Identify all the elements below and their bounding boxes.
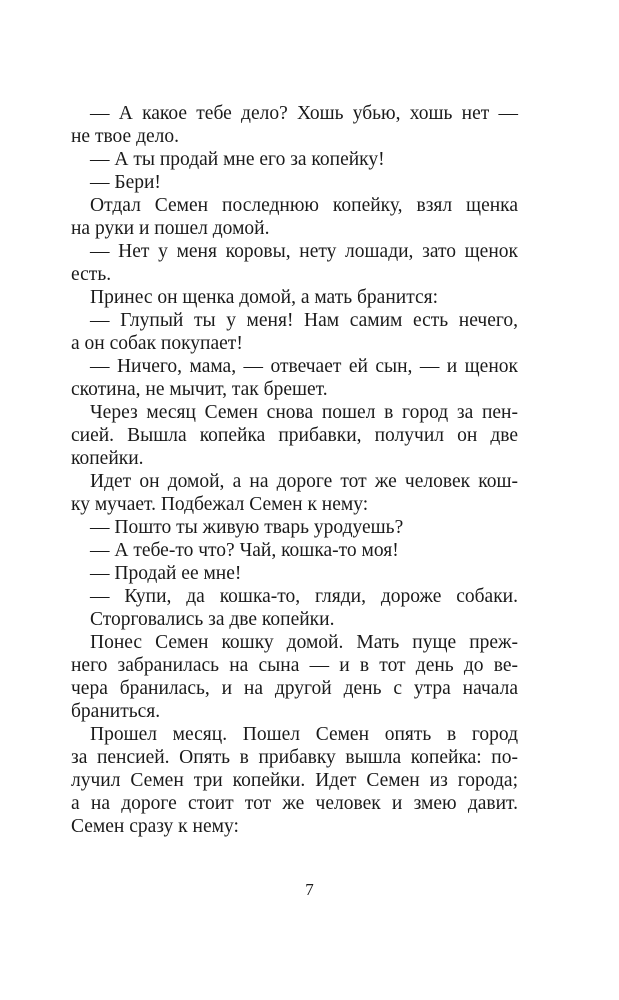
text-line: Прошел месяц. Пошел Семен опять в город	[90, 724, 518, 745]
text-line: Через месяц Семен снова пошел в город за пен-	[90, 402, 518, 423]
text-line: — Пошто ты живую тварь уродуешь?	[90, 517, 404, 538]
text-line: скотина, не мычит, так брешет.	[71, 379, 328, 400]
page-number: 7	[305, 880, 314, 899]
text-line: копейки.	[71, 448, 144, 469]
text-line: него забранилась на сына — и в тот день до ве-	[71, 655, 518, 676]
text-line: — Купи, да кошка-то, гляди, дороже собаки.	[90, 586, 518, 607]
text-line: а он собак покупает!	[71, 333, 243, 354]
text-line: Принес он щенка домой, а мать бранится:	[90, 287, 439, 308]
text-line: сией. Вышла копейка прибавки, получил он две	[71, 425, 518, 446]
text-line: браниться.	[71, 701, 161, 722]
page-body	[71, 102, 518, 838]
text-line: есть.	[71, 264, 112, 285]
text-line: лучил Семен три копейки. Идет Семен из города;	[71, 770, 518, 791]
text-line: — Глупый ты у меня! Нам самим есть нечего,	[90, 310, 518, 331]
text-line: Отдал Семен последнюю копейку, взял щенка	[90, 195, 518, 216]
text-line: ку мучает. Подбежал Семен к нему:	[71, 494, 369, 515]
text-line: Идет он домой, а на дороге тот же человек кош-	[90, 471, 518, 492]
text-line: Сторговались за две копейки.	[90, 609, 335, 630]
text-line: чера бранилась, и на другой день с утра начала	[71, 678, 518, 699]
text-line: — Нет у меня коровы, нету лошади, зато щенок	[90, 241, 518, 262]
text-line: за пенсией. Опять в прибавку вышла копейка: по-	[71, 747, 518, 768]
text-line: — А какое тебе дело? Хошь убью, хошь нет —	[90, 103, 518, 124]
text-line: не твое дело.	[71, 126, 180, 147]
text-line: — Продай ее мне!	[90, 563, 242, 584]
text-line: — А ты продай мне его за копейку!	[90, 149, 385, 170]
text-line: а на дороге стоит тот же человек и змею давит.	[71, 793, 518, 814]
text-line: — Ничего, мама, — отвечает ей сын, — и щенок	[90, 356, 518, 377]
text-line: Семен сразу к нему:	[71, 816, 239, 837]
text-line: Понес Семен кошку домой. Мать пуще преж-	[90, 632, 518, 653]
text-line: — Бери!	[90, 172, 161, 193]
text-line: на руки и пошел домой.	[71, 218, 270, 239]
text-line: — А тебе-то что? Чай, кошка-то моя!	[90, 540, 399, 561]
